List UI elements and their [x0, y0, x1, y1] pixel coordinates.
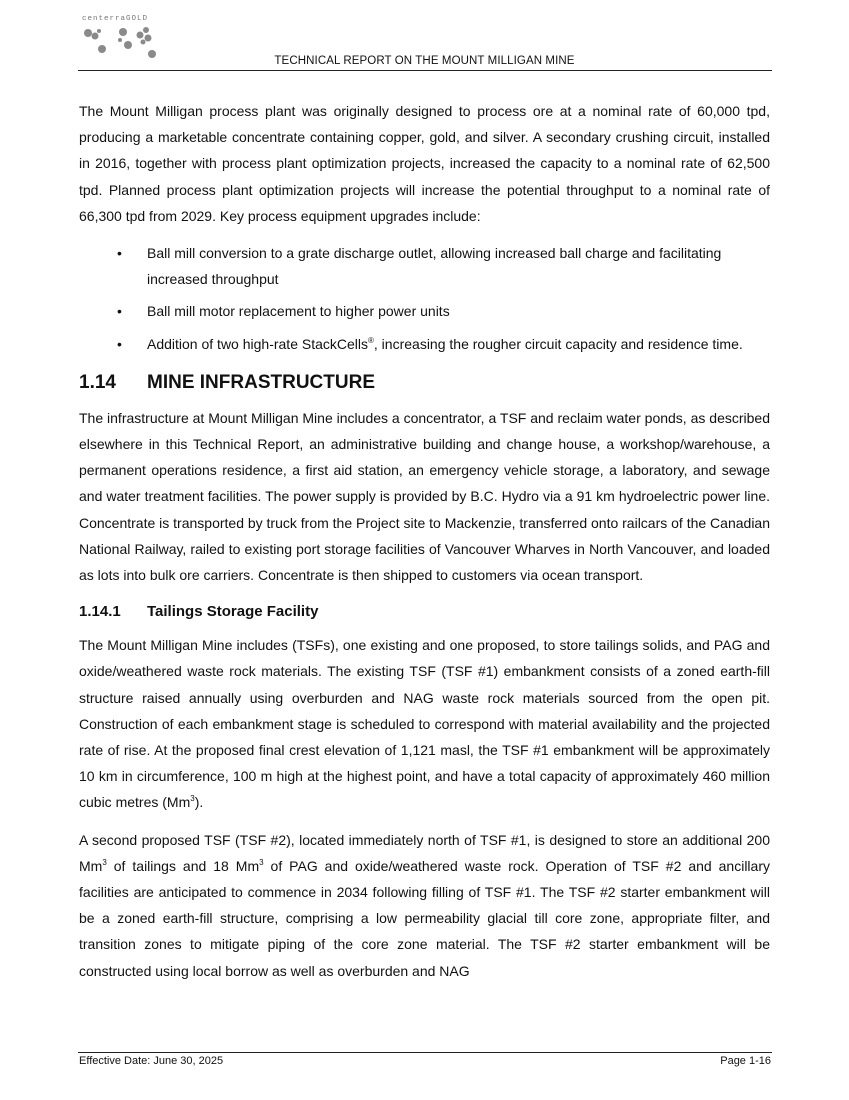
- effective-date: Effective Date: June 30, 2025: [79, 1055, 224, 1067]
- subsection-number: 1.14.1: [79, 603, 121, 621]
- section-title: MINE INFRASTRUCTURE: [147, 371, 375, 393]
- list-item: [79, 298, 770, 324]
- footer-divider: [78, 1052, 772, 1053]
- subsection-heading: [79, 599, 770, 625]
- list-item: [79, 240, 770, 292]
- section-number: 1.14: [79, 371, 116, 393]
- registered-mark: ®: [368, 335, 374, 345]
- report-header-title: TECHNICAL REPORT ON THE MOUNT MILLIGAN MINE: [274, 55, 575, 67]
- page-content: [79, 98, 770, 984]
- bullet-icon: •: [117, 303, 122, 320]
- list-item: [79, 331, 770, 357]
- header-divider: [78, 70, 772, 71]
- page-number: Page 1-16: [720, 1055, 771, 1067]
- subsection-title: Tailings Storage Facility: [147, 603, 319, 621]
- tsf-paragraph-1: The Mount Milligan Mine includes (TSFs), one existing and one proposed, to store tailings solids, and PAG and oxide/weathered waste rock materials. The existing TSF (TSF #1) embankment consists of a zoned earth-fill structure raised annually using overburden and NAG waste rock materials sourced from the open pit. Construction of each embankment stage is scheduled to correspond with material availability and the projected rate of rise. At the proposed final crest elevation of 1,121 masl, the TSF #1 embankment will be approximately 10 km in circumference, 100 m high at the highest point, and have a total capacity of approximately 460 million cubic metres (Mm$^3$).: [79, 637, 770, 811]
- equipment-upgrades-list: [79, 240, 770, 357]
- tsf-paragraph-2: A second proposed TSF (TSF #2), located immediately north of TSF #1, is designed to store an additional 200 Mm$^3$ of tailings and 18 Mm$^3$ of PAG and oxide/weathered waste rock. Operation of TSF #2 and ancillary facilities are anticipated to commence in 2034 following filling of TSF #1. The TSF #2 starter embankment will be a zoned earth-fill structure, comprising a low permeability glacial till core zone, appropriate filter, and transition zones to mitigate piping of the core zone material. The TSF #2 starter embankment will be constructed using local borrow as well as overburden and NAG: [79, 831, 770, 979]
- intro-paragraph: The Mount Milligan process plant was originally designed to process ore at a nominal rate of 60,000 tpd, producing a marketable concentrate containing copper, gold, and silver. A secondary crushing circuit, installed in 2016, together with process plant optimization projects, increased the capacity to a nominal rate of 62,500 tpd. Planned process plant optimization projects will increase the potential throughput to a nominal rate of 66,300 tpd from 2029. Key process equipment upgrades include:: [79, 103, 770, 224]
- list-item-text: Ball mill motor replacement to higher power units: [147, 303, 450, 320]
- logo-text: centerraGOLD: [82, 15, 149, 23]
- section-heading: [79, 369, 770, 397]
- list-item-text: Addition of two high-rate StackCells®, increasing the rougher circuit capacity and residence time.: [147, 335, 743, 352]
- bullet-icon: •: [117, 335, 122, 352]
- list-item-text: Ball mill conversion to a grate discharge outlet, allowing increased ball charge and facilitating increased throughput: [147, 245, 722, 288]
- bullet-icon: •: [117, 245, 122, 262]
- infrastructure-paragraph: The infrastructure at Mount Milligan Mine includes a concentrator, a TSF and reclaim water ponds, as described elsewhere in this Technical Report, an administrative building and change house, a workshop/warehouse, a permanent operations residence, a first aid station, an emergency vehicle storage, a laboratory, and sewage and water treatment facilities. The power supply is provided by B.C. Hydro via a 91 km hydroelectric power line. Concentrate is transported by truck from the Project site to Mackenzie, transferred onto railcars of the Canadian National Railway, railed to existing port storage facilities of Vancouver Wharves in North Vancouver, and loaded as lots into bulk ore carriers. Concentrate is then shipped to customers via ocean transport.: [79, 409, 770, 584]
